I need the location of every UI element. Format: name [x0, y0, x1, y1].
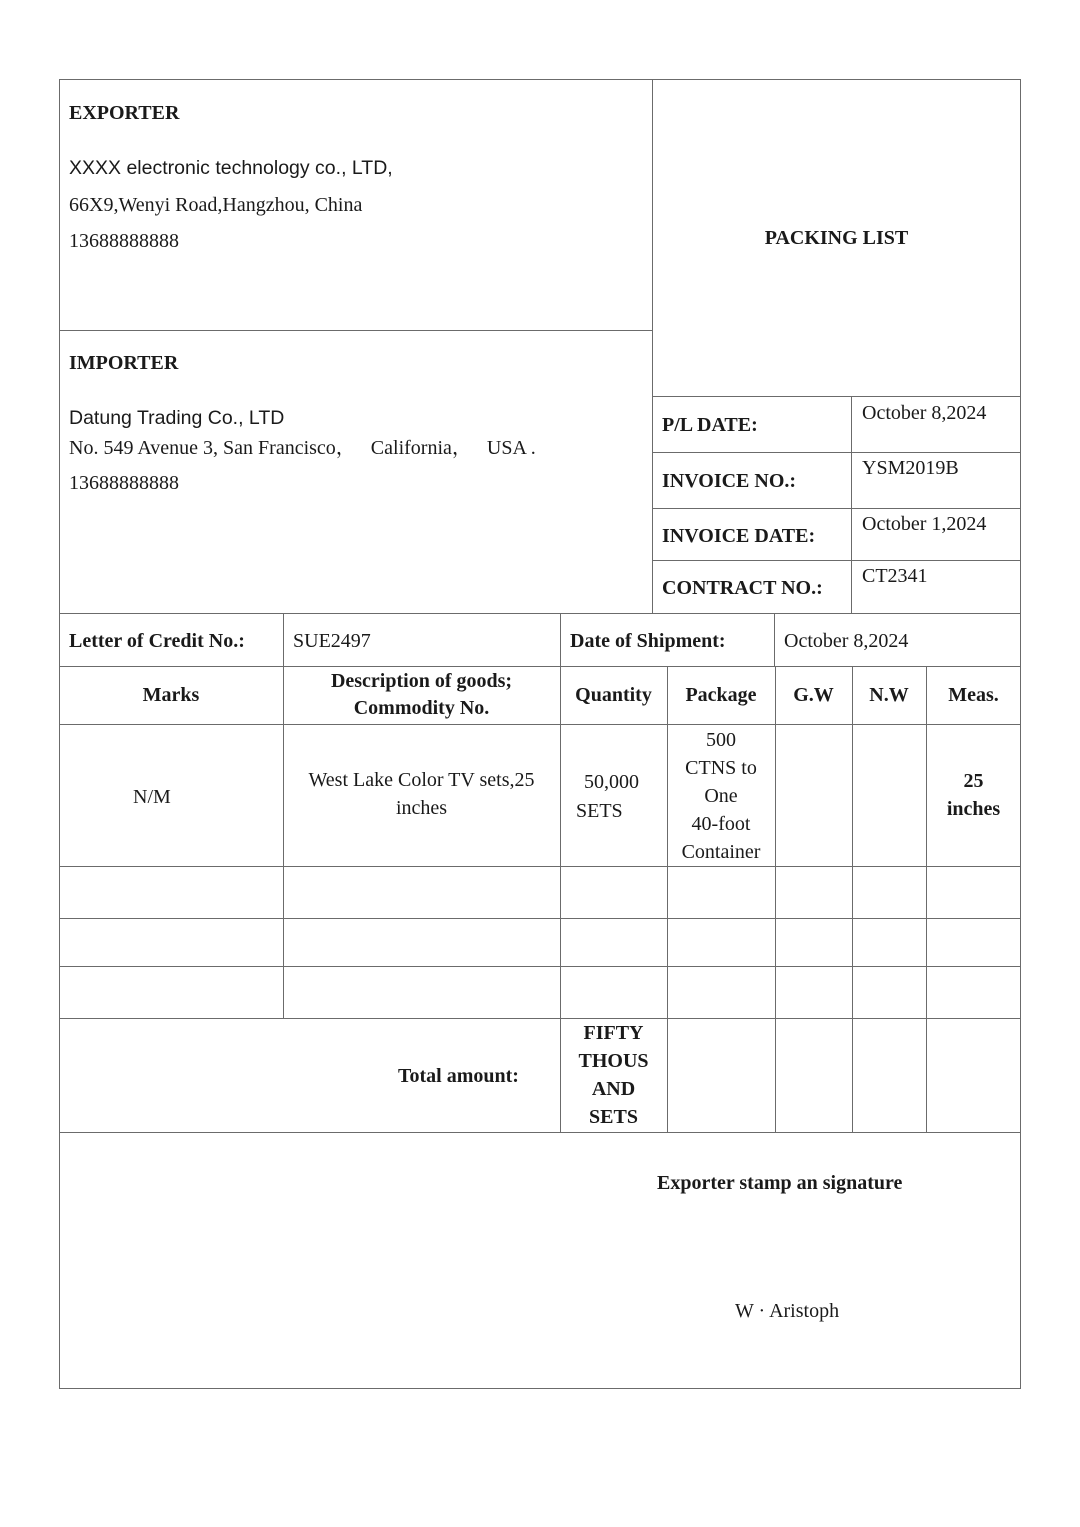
invoice-date-value: October 1,2024: [862, 513, 987, 535]
header-description: [283, 666, 560, 724]
row-package-line5: Container: [681, 841, 761, 863]
pl-date-value: October 8,2024: [862, 402, 987, 424]
col-line-nw: [926, 666, 927, 1132]
divider-row-3: [59, 966, 1021, 967]
total-amount-line1: FIFTY: [583, 1022, 644, 1044]
lc-label: Letter of Credit No.:: [69, 630, 245, 652]
divider-title-info: [652, 396, 1021, 397]
total-label: Total amount:: [398, 1065, 519, 1087]
row-meas: [926, 766, 1021, 824]
exporter-phone: 13688888888: [69, 230, 179, 252]
header-nw: N.W: [869, 684, 909, 706]
divider-total-bottom: [59, 1132, 1021, 1133]
row-meas-line2: inches: [946, 798, 1001, 820]
header-description-line1: Description of goods;: [330, 670, 513, 692]
pl-date-label: P/L DATE:: [662, 414, 758, 436]
header-description-line2: Commodity No.: [353, 697, 490, 719]
importer-phone: 13688888888: [69, 472, 179, 494]
divider-credit-top: [59, 613, 1021, 614]
total-amount-line4: SETS: [589, 1106, 638, 1128]
contract-no-label: CONTRACT NO.:: [662, 577, 823, 599]
invoice-no-label: INVOICE NO.:: [662, 470, 797, 492]
divider-info-vertical: [851, 396, 852, 613]
row-package: [667, 726, 775, 866]
shipment-value: October 8,2024: [784, 630, 909, 652]
total-amount-line2: THOUS: [578, 1050, 649, 1072]
header-package: Package: [685, 684, 757, 706]
total-amount-line3: AND: [591, 1078, 636, 1100]
exporter-name: XXXX electronic technology co., LTD,: [69, 157, 393, 179]
row-description: [283, 766, 560, 822]
row-quantity-unit: SETS: [576, 800, 623, 822]
col-line-gw: [852, 666, 853, 1132]
divider-top-vertical: [652, 79, 653, 613]
row-package-line1: 500: [706, 729, 736, 751]
importer-name: Datung Trading Co., LTD: [69, 407, 285, 429]
importer-heading: IMPORTER: [69, 352, 179, 374]
divider-info-3: [652, 560, 1021, 561]
row-description-line2: inches: [395, 797, 448, 819]
divider-info-2: [652, 508, 1021, 509]
divider-exporter-importer: [59, 330, 652, 331]
exporter-address: 66X9,Wenyi Road,Hangzhou, China: [69, 194, 363, 216]
row-meas-line1: 25: [963, 770, 984, 792]
col-line-shipment: [774, 613, 775, 666]
invoice-date-label: INVOICE DATE:: [662, 525, 816, 547]
signature-label: Exporter stamp an signature: [657, 1172, 903, 1194]
document-title: PACKING LIST: [764, 227, 909, 249]
divider-row-1: [59, 866, 1021, 867]
divider-info-1: [652, 452, 1021, 453]
total-amount: [560, 1018, 667, 1132]
signature-name: W · Aristoph: [735, 1300, 840, 1322]
row-package-line4: 40-foot: [691, 813, 751, 835]
row-package-line3: One: [704, 785, 738, 807]
header-quantity: Quantity: [575, 684, 652, 706]
row-description-line1: West Lake Color TV sets,25: [308, 769, 535, 791]
divider-row-4: [59, 1018, 1021, 1019]
header-gw: G.W: [793, 684, 834, 706]
invoice-no-value: YSM2019B: [862, 457, 959, 479]
col-line-package: [775, 666, 776, 1132]
row-package-line2: CTNS to: [685, 757, 757, 779]
exporter-heading: EXPORTER: [69, 102, 180, 124]
header-marks: Marks: [142, 684, 200, 706]
row-marks: N/M: [133, 786, 171, 808]
divider-row-2: [59, 918, 1021, 919]
contract-no-value: CT2341: [862, 565, 928, 587]
divider-header-bottom: [59, 724, 1021, 725]
importer-address: No. 549 Avenue 3, San Francisco， California， USA .: [69, 437, 536, 459]
shipment-label: Date of Shipment:: [570, 630, 726, 652]
row-quantity-number: 50,000: [584, 771, 639, 793]
lc-value: SUE2497: [293, 630, 371, 652]
header-meas: Meas.: [948, 684, 999, 706]
